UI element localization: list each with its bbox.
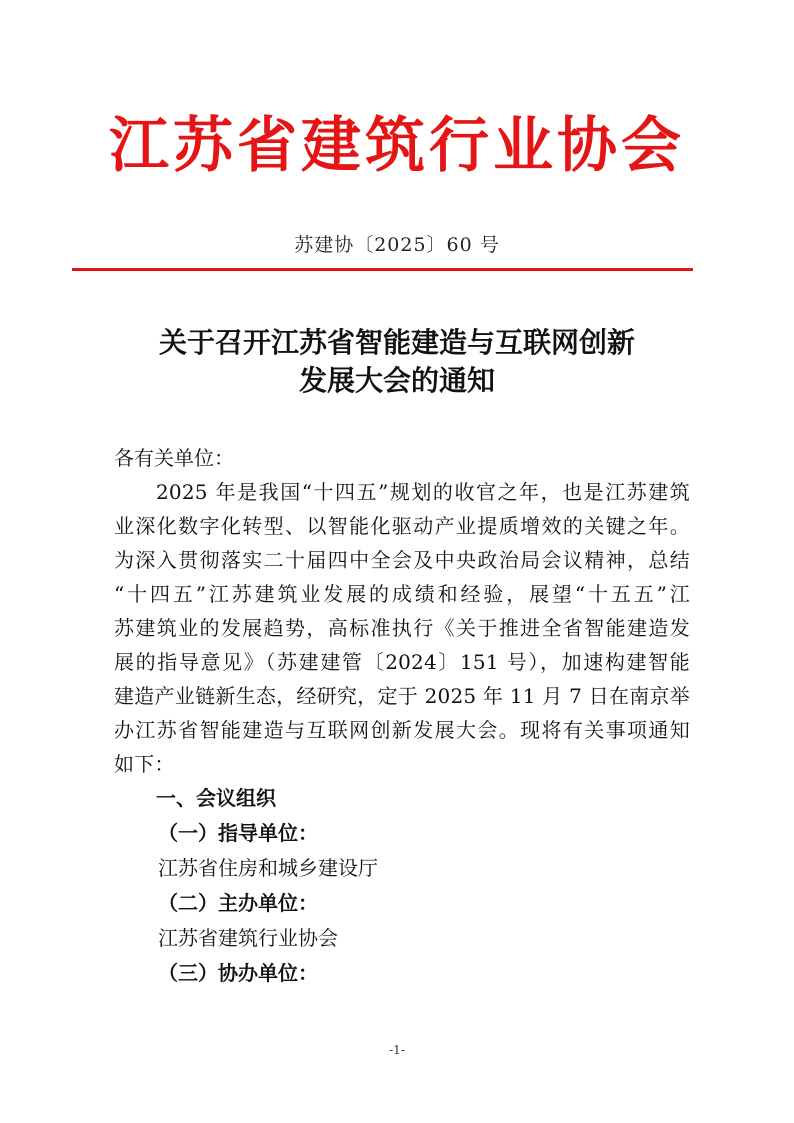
notice-body: [114, 441, 690, 991]
guiding-unit-name: 江苏省住房和城乡建设厅: [158, 856, 378, 880]
paragraph-line: 2025 年是我国“十四五”规划的收官之年，也是江苏建筑: [156, 480, 690, 504]
notice-title: [72, 324, 722, 400]
paragraph-line: 建造产业链新生态，经研究，定于 2025 年 11 月 7 日在南京举: [114, 684, 690, 708]
page-number: -1-: [389, 1043, 405, 1057]
subheading-host-unit: （二）主办单位：: [158, 891, 318, 915]
paragraph-line: 为深入贯彻落实二十届四中全会及中央政治局会议精神，总结: [114, 548, 690, 572]
paragraph-line: 苏建筑业的发展趋势，高标准执行《关于推进全省智能建造发: [114, 616, 690, 640]
paragraph-line: 业深化数字化转型、以智能化驱动产业提质增效的关键之年。: [114, 514, 690, 538]
subheading-guiding-unit: （一）指导单位：: [158, 821, 318, 845]
notice-title-line-2: 发展大会的通知: [298, 364, 495, 397]
organization-header: 江苏省建筑行业协会: [109, 111, 685, 181]
intro-paragraph: [114, 475, 690, 781]
paragraph-line: “十四五”江苏建筑业发展的成绩和经验，展望“十五五”江: [114, 582, 690, 606]
paragraph-line: 办江苏省智能建造与互联网创新发展大会。现将有关事项通知: [114, 718, 690, 742]
red-divider-line: [72, 268, 693, 271]
host-unit-name: 江苏省建筑行业协会: [158, 926, 338, 950]
paragraph-line: 如下：: [114, 752, 175, 776]
paragraph-line: 展的指导意见》（苏建建管〔2024〕151 号），加速构建智能: [114, 650, 690, 674]
notice-title-line-1: 关于召开江苏省智能建造与互联网创新: [158, 326, 635, 359]
document-number: 苏建协〔2025〕60 号: [294, 234, 500, 256]
salutation: 各有关单位：: [114, 446, 234, 470]
subheading-co-organizer: （三）协办单位：: [158, 961, 318, 985]
section-heading-meeting-organization: 一、会议组织: [156, 786, 276, 810]
